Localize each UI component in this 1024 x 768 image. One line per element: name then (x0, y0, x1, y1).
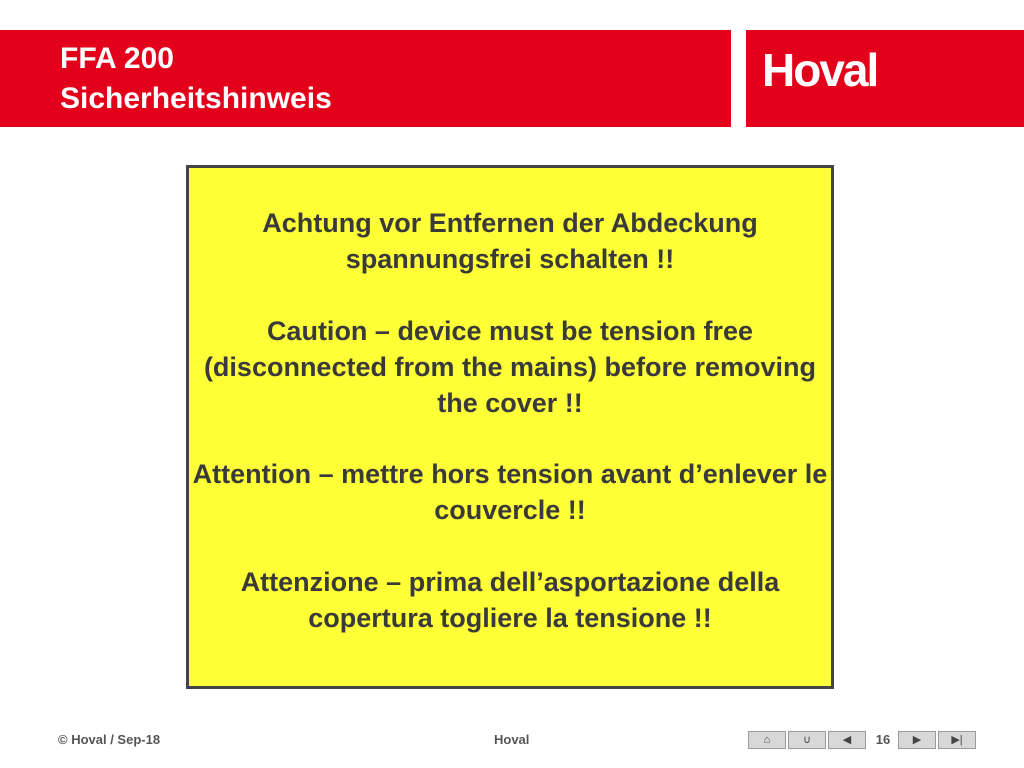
previous-button[interactable] (828, 731, 866, 749)
last-icon: ▶| (951, 734, 963, 746)
footer-brand: Hoval (494, 732, 530, 747)
slide-title: FFA 200 (60, 42, 174, 75)
notice-german: Achtung vor Entfernen der Abdeckung spannungsfrei schalten !! (262, 208, 758, 274)
return-button[interactable] (788, 731, 826, 749)
footer-copyright: © Hoval / Sep-18 (58, 732, 161, 747)
home-button[interactable] (748, 731, 786, 749)
notice-french: Attention – mettre hors tension avant d’enlever le couvercle !! (192, 459, 828, 525)
slide-subtitle: Sicherheitshinweis (60, 82, 332, 115)
page-number: 16 (875, 732, 891, 747)
return-icon: ∪ (802, 734, 812, 746)
next-icon: ▶ (912, 734, 922, 746)
home-icon: ⌂ (763, 734, 771, 746)
slide-navigation (748, 731, 978, 749)
logo-bar (746, 30, 1024, 127)
last-button[interactable] (938, 731, 976, 749)
hoval-logo: Hoval (762, 44, 878, 96)
previous-icon: ◀ (842, 734, 852, 746)
notice-italian: Attenzione – prima dell’asportazione della copertura togliere la tensione !! (240, 567, 780, 633)
title-bar (0, 30, 731, 127)
safety-notice (186, 165, 834, 689)
notice-english: Caution – device must be tension free (disconnected from the mains) before removing the cover !! (203, 316, 817, 418)
next-button[interactable] (898, 731, 936, 749)
